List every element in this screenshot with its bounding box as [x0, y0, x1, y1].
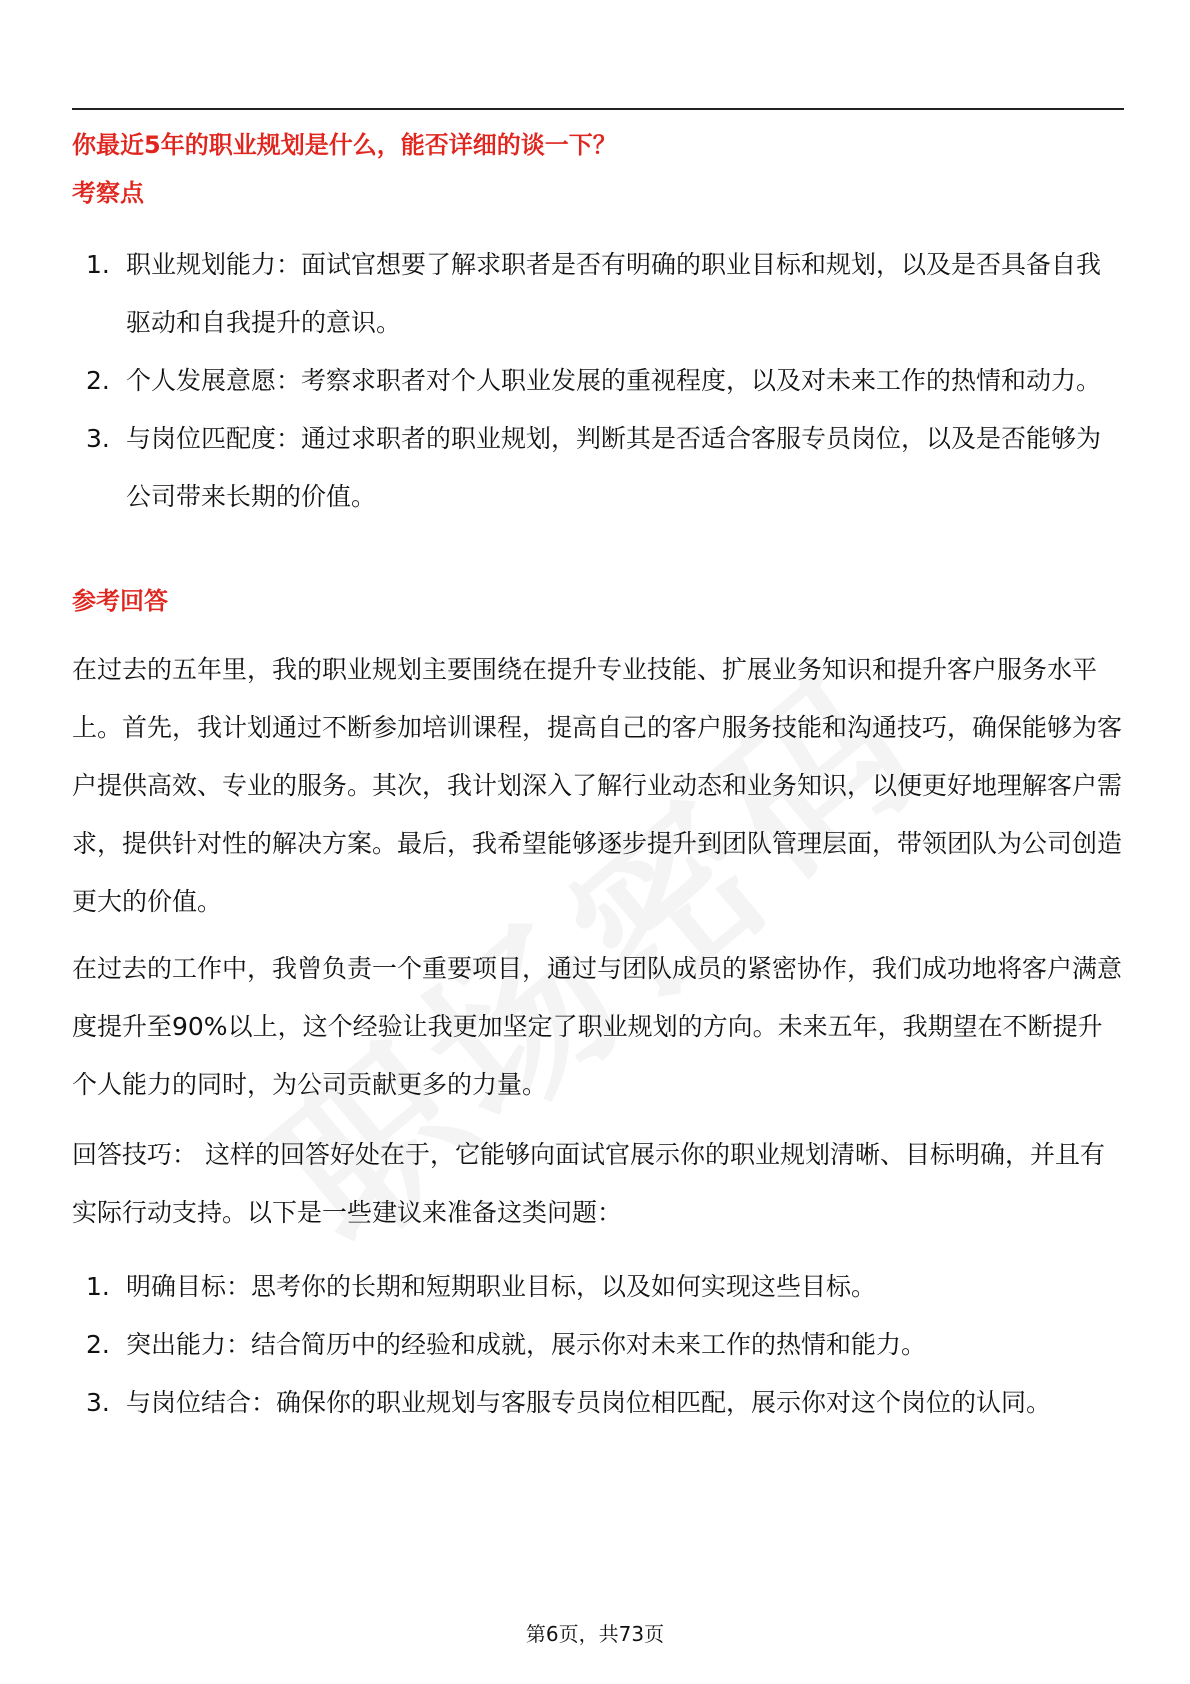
section-heading-answer: 参考回答 [72, 587, 168, 615]
top-divider [72, 108, 1124, 110]
list-text: 个人发展意愿：考察求职者对个人职业发展的重视程度，以及对未来工作的热情和动力。 [126, 366, 1102, 395]
list-item [72, 236, 1124, 352]
focus-list [72, 236, 1124, 526]
tips-list [72, 1258, 1124, 1432]
list-item [72, 1258, 1124, 1316]
list-text: 与岗位匹配度：通过求职者的职业规划，判断其是否适合客服专员岗位，以及是否能够为公司带来长期的价值。 [126, 424, 1102, 511]
page-number-footer: 第6页，共73页 [525, 1622, 665, 1646]
question-title: 你最近5年的职业规划是什么，能否详细的谈一下？ [72, 131, 617, 159]
list-item [72, 352, 1124, 410]
list-number: 1. [86, 1272, 110, 1301]
list-item [72, 410, 1124, 526]
list-item [72, 1374, 1124, 1432]
list-number: 1. [86, 250, 110, 279]
list-text: 与岗位结合：确保你的职业规划与客服专员岗位相匹配，展示你对这个岗位的认同。 [126, 1388, 1052, 1417]
list-number: 2. [86, 366, 110, 395]
answer-tips-intro: 回答技巧： 这样的回答好处在于，它能够向面试官展示你的职业规划清晰、目标明确，并且有实际行动支持。以下是一些建议来准备这类问题： [72, 1140, 1105, 1227]
list-number: 2. [86, 1330, 110, 1359]
list-item [72, 1316, 1124, 1374]
list-text: 明确目标：思考你的长期和短期职业目标，以及如何实现这些目标。 [126, 1272, 877, 1301]
answer-paragraph: 在过去的五年里，我的职业规划主要围绕在提升专业技能、扩展业务知识和提升客户服务水平上。首先，我计划通过不断参加培训课程，提高自己的客户服务技能和沟通技巧，确保能够为客户提供高效、专业的服务。其次，我计划深入了解行业动态和业务知识，以便更好地理解客户需求，提供针对性的解决方案。最后，我希望能够逐步提升到团队管理层面，带领团队为公司创造更大的价值。 [72, 655, 1123, 916]
list-number: 3. [86, 1388, 110, 1417]
list-number: 3. [86, 424, 110, 453]
list-text: 突出能力：结合简历中的经验和成就，展示你对未来工作的热情和能力。 [126, 1330, 927, 1359]
section-heading-focus: 考察点 [72, 179, 144, 207]
answer-paragraph: 在过去的工作中，我曾负责一个重要项目，通过与团队成员的紧密协作，我们成功地将客户满意度提升至90%以上，这个经验让我更加坚定了职业规划的方向。未来五年，我期望在不断提升个人能力的同时，为公司贡献更多的力量。 [72, 954, 1123, 1099]
list-text: 职业规划能力：面试官想要了解求职者是否有明确的职业目标和规划，以及是否具备自我驱动和自我提升的意识。 [126, 250, 1102, 337]
